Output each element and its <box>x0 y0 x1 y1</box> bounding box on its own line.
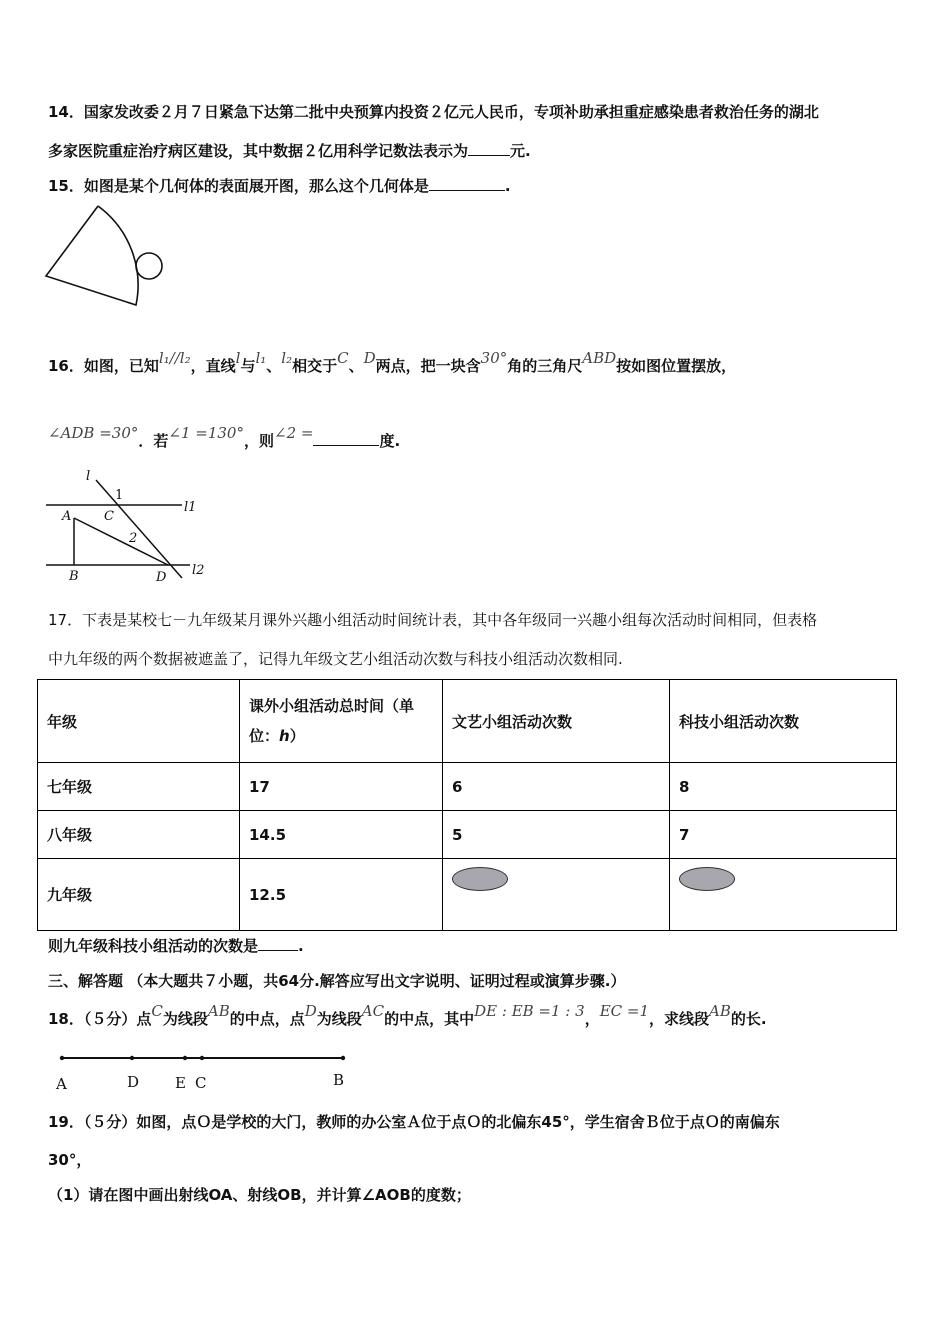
q14-line2-end: 元. <box>510 142 531 160</box>
q16-text: ，直线 <box>190 357 236 375</box>
table-row <box>38 859 897 931</box>
q18-text: ，求线段 <box>649 1010 710 1028</box>
triangle-side-ad <box>74 518 168 565</box>
q16-math-d: D <box>363 349 376 367</box>
label-l: l <box>86 469 91 484</box>
table-header-cell <box>240 680 443 763</box>
q16-text: 角的三角尺 <box>507 357 583 375</box>
q16-math-l1: l₁ <box>255 349 267 367</box>
q16-text: 、 <box>266 357 282 375</box>
q16-math-30deg: 30° <box>480 349 508 367</box>
label-b: B <box>333 1071 345 1089</box>
q14-line1: 14．国家发改委２月７日紧急下达第二批中央预算内投资２亿元人民币，专项补助承担重症感染患者救治任务的湖北 <box>48 103 819 121</box>
q16-math-angle-adb: ∠ADB =30° <box>48 424 139 442</box>
line-l <box>96 480 182 578</box>
q18-math-ab: AB <box>207 1002 230 1020</box>
table-header-cell: 文艺小组活动次数 <box>443 680 670 763</box>
parallel-lines-figure <box>40 470 210 588</box>
point-d <box>130 1056 134 1060</box>
table-cell: 14.5 <box>240 811 443 859</box>
table-header-cell: 年级 <box>38 680 240 763</box>
table-cell: 17 <box>240 763 443 811</box>
answer-blank[interactable] <box>429 176 505 191</box>
base-circle <box>136 253 162 279</box>
q16-text: 、 <box>348 357 364 375</box>
label-b: B <box>69 569 79 584</box>
table-cell: 九年级 <box>38 859 240 931</box>
q18-line <box>48 1002 767 1029</box>
q18-text: ， <box>584 1010 600 1028</box>
label-e: E <box>175 1074 186 1092</box>
q16-text: 与 <box>240 357 256 375</box>
label-a: A <box>56 1075 67 1093</box>
q16-math-angle2: ∠2 = <box>274 424 314 442</box>
table-cell: 5 <box>443 811 670 859</box>
table-cell: 8 <box>670 763 897 811</box>
q17-line2: 中九年级的两个数据被遮盖了，记得九年级文艺小组活动次数与科技小组活动次数相同. <box>48 650 623 668</box>
header-text: 位： <box>249 727 280 745</box>
answer-blank[interactable] <box>258 936 298 951</box>
table-row <box>38 763 897 811</box>
cone-net-figure <box>40 200 170 310</box>
q16-text: 按如图位置摆放， <box>616 357 737 375</box>
q16-text: ．若 <box>138 432 169 450</box>
table-cell: 6 <box>443 763 670 811</box>
q18-text: 的中点，点 <box>229 1010 305 1028</box>
table-cell <box>443 859 670 931</box>
q16-math-angle1: ∠1 =130° <box>168 424 244 442</box>
q16-text: 度. <box>379 432 401 450</box>
sector-shape <box>46 206 138 305</box>
point-a <box>60 1056 64 1060</box>
q16-math-parallel: l₁//l₂ <box>158 349 191 367</box>
label-l2: l2 <box>192 563 205 578</box>
q18-text: 的长. <box>730 1010 767 1028</box>
table-header-row <box>38 680 897 763</box>
answer-blank[interactable] <box>468 141 510 156</box>
table-cell: 7 <box>670 811 897 859</box>
label-l1: l1 <box>184 500 197 515</box>
q15-end: . <box>504 177 511 195</box>
q18-math-ec: EC =1 <box>599 1002 650 1020</box>
q19-line2: 30°， <box>48 1151 92 1169</box>
q16-text: 16．如图，已知 <box>48 357 159 375</box>
table-cell: 七年级 <box>38 763 240 811</box>
q16-math-l2: l₂ <box>281 349 293 367</box>
covered-data-oval <box>679 867 735 891</box>
header-text: ） <box>289 727 305 745</box>
q16-math-c: C <box>337 349 349 367</box>
q19-line3: （1）请在图中画出射线OA、射线OB，并计算∠AOB的度数； <box>48 1186 471 1204</box>
q17-question <box>48 935 304 956</box>
q19-line1: 19．（５分）如图，点Ｏ是学校的大门，教师的办公室Ａ位于点Ｏ的北偏东45°，学生宿舍Ｂ位于点Ｏ的南偏东 <box>48 1113 780 1131</box>
table-cell: 12.5 <box>240 859 443 931</box>
q17-line1: 17．下表是某校七－九年级某月课外兴趣小组活动时间统计表，其中各年级同一兴趣小组每次活动时间相同，但表格 <box>48 611 818 629</box>
q16-text: ，则 <box>243 432 274 450</box>
q18-math-c: C <box>151 1002 163 1020</box>
label-angle-1: 1 <box>115 488 124 503</box>
q18-math-d: D <box>304 1002 317 1020</box>
covered-data-oval <box>452 867 508 891</box>
section-3-heading: 三、解答题 （本大题共７小题，共64分.解答应写出文字说明、证明过程或演算步骤.） <box>48 972 626 990</box>
table-cell: 八年级 <box>38 811 240 859</box>
point-b <box>341 1056 345 1060</box>
q18-text: 的中点，其中 <box>384 1010 475 1028</box>
q18-math-ab: AB <box>709 1002 731 1020</box>
label-angle-2: 2 <box>129 531 138 546</box>
q17-question-end: . <box>298 937 304 955</box>
q18-math-ac: AC <box>361 1002 385 1020</box>
q15-text: 15．如图是某个几何体的表面展开图，那么这个几何体是 <box>48 177 429 195</box>
point-c <box>200 1056 204 1060</box>
table-header-cell: 科技小组活动次数 <box>670 680 897 763</box>
q16-line2 <box>48 424 401 451</box>
label-a: A <box>62 509 72 524</box>
answer-blank[interactable] <box>313 431 379 446</box>
table-cell <box>670 859 897 931</box>
label-d: D <box>156 570 167 585</box>
point-e <box>183 1056 187 1060</box>
label-c: C <box>195 1074 207 1092</box>
q16-text: 相交于 <box>292 357 338 375</box>
q17-question-text: 则九年级科技小组活动的次数是 <box>48 937 259 955</box>
table-row <box>38 811 897 859</box>
q16-math-l: l <box>235 349 241 367</box>
label-d: D <box>127 1073 140 1091</box>
q18-text: 为线段 <box>316 1010 362 1028</box>
q15-line <box>48 175 511 196</box>
activity-table <box>37 679 897 931</box>
q18-text: 为线段 <box>162 1010 208 1028</box>
q16-line1 <box>48 349 737 376</box>
q18-text: 18．（５分）点 <box>48 1010 152 1028</box>
header-unit: h <box>279 727 290 745</box>
q16-text: 两点，把一块含 <box>375 357 481 375</box>
q14-line2-text: 多家医院重症治疗病区建设，其中数据２亿用科学记数法表示为 <box>48 142 469 160</box>
segment-figure <box>50 1048 360 1093</box>
q14-line2 <box>48 140 531 161</box>
q16-math-abd: ABD <box>582 349 617 367</box>
label-c: C <box>104 509 114 524</box>
header-text: 课外小组活动总时间（单 <box>249 697 415 715</box>
q18-math-ratio: DE : EB =1 : 3 <box>474 1002 585 1020</box>
